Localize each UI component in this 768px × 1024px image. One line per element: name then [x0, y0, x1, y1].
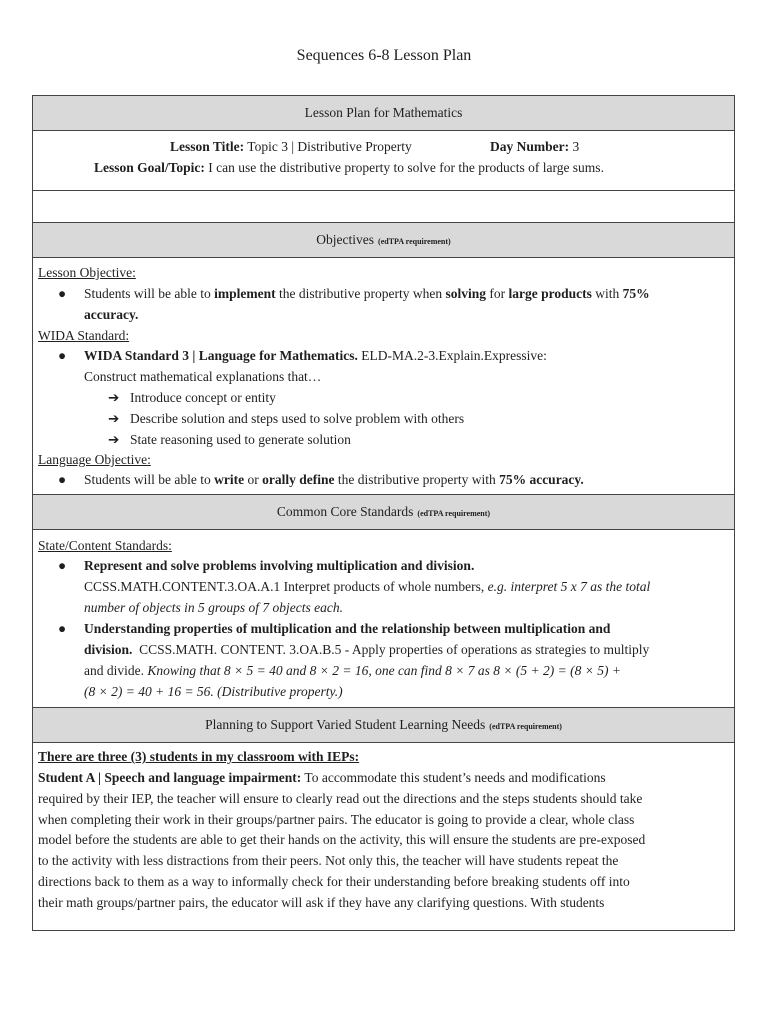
header-title: Lesson Plan for Mathematics: [304, 105, 463, 120]
planning-title: Planning to Support Varied Student Learning Needs: [205, 717, 486, 732]
day-number-value: 3: [572, 139, 580, 154]
arrow-icon: ➔: [108, 411, 120, 426]
bullet-icon: ●: [58, 472, 67, 487]
planning-body: [33, 743, 734, 930]
arrow-icon: ➔: [108, 390, 120, 405]
page-title: Sequences 6-8 Lesson Plan: [296, 47, 472, 64]
objectives-body: [33, 258, 734, 495]
objectives-header: [33, 223, 734, 258]
ccss-tag: (edTPA requirement): [417, 509, 491, 518]
language-objective-label: Language Objective:: [38, 452, 151, 467]
planning-line: required by their IEP, the teacher will ensure to clearly read out the directions and the steps students should take: [38, 791, 643, 806]
wida-item: Introduce concept or entity: [130, 390, 276, 405]
student-a-line: Student A | Speech and language impairment: To accommodate this student’s needs and modifications: [38, 770, 606, 785]
objectives-tag: (edTPA requirement): [378, 237, 451, 246]
ccss-b2-title: Understanding properties of multiplication and the relationship between multiplication and: [84, 621, 611, 636]
lesson-objective-label: Lesson Objective:: [38, 265, 136, 280]
planning-tag: (edTPA requirement): [489, 722, 562, 731]
bullet-icon: ●: [58, 348, 67, 363]
lesson-objective-cont: accuracy.: [84, 307, 139, 322]
state-standards-label: State/Content Standards:: [38, 538, 172, 553]
planning-line: their math groups/partner pairs, the educator will ask if they have any clarifying questions. With students: [38, 895, 605, 910]
lesson-goal-line: [94, 160, 604, 176]
ccss-title: Common Core Standards: [276, 504, 414, 519]
iep-line: There are three (3) students in my classroom with IEPs:: [38, 749, 360, 764]
wida-standard-text: WIDA Standard 3 | Language for Mathematics. ELD-MA.2-3.Explain.Expressive:: [84, 348, 547, 363]
lesson-title-label: Lesson Title:: [170, 139, 245, 154]
wida-item: State reasoning used to generate solution: [130, 432, 351, 447]
arrow-icon: ➔: [108, 432, 120, 447]
bullet-icon: ●: [58, 558, 67, 573]
table-header: [33, 96, 734, 131]
day-number-line: [490, 139, 579, 155]
lesson-goal-label: Lesson Goal/Topic:: [94, 160, 205, 175]
lesson-plan-table: [32, 95, 735, 931]
lesson-info: [33, 131, 734, 191]
planning-line: directions back to them as a way to informally check for their understanding before breaking students off into: [38, 874, 630, 889]
ccss-header: [33, 495, 734, 530]
blank-row: [33, 191, 734, 223]
planning-line: to the activity with less distractions from their peers. Not only this, the teacher will have students repeat the: [38, 853, 619, 868]
wida-item: Describe solution and steps used to solve problem with others: [130, 411, 465, 426]
planning-line: when completing their work in their groups/partner pairs. The educator is going to provide a clear, whole class: [38, 812, 635, 827]
ccss-b2-line3: and divide. Knowing that 8 × 5 = 40 and 8 × 2 = 16, one can find 8 × 7 as 8 × (5 + 2) = (8 × 5) +: [84, 663, 621, 678]
ccss-b2-line4: (8 × 2) = 40 + 16 = 56. (Distributive property.): [84, 684, 343, 699]
bullet-icon: ●: [58, 621, 67, 636]
day-number-label: Day Number:: [490, 139, 570, 154]
planning-line: model before the students are able to get their hands on the activity, this will ensure the students are pre-exposed: [38, 832, 646, 847]
bullet-icon: ●: [58, 286, 67, 301]
lesson-objective-text: Students will be able to implement the distributive property when solving for large products with 75%: [84, 286, 650, 301]
objectives-title: Objectives: [316, 232, 375, 247]
ccss-body: [33, 530, 734, 708]
language-objective-text: Students will be able to write or orally define the distributive property with 75% accuracy.: [84, 472, 584, 487]
planning-header: [33, 708, 734, 743]
wida-line2: Construct mathematical explanations that…: [84, 369, 322, 384]
lesson-goal-value: I can use the distributive property to solve for the products of large sums.: [208, 160, 604, 175]
lesson-title-line: [170, 139, 412, 155]
ccss-b1-line3: number of objects in 5 groups of 7 objects each.: [84, 600, 343, 615]
ccss-b2-line2: division. CCSS.MATH. CONTENT. 3.OA.B.5 - Apply properties of operations as strategies to multiply: [84, 642, 650, 657]
ccss-b1-line2: CCSS.MATH.CONTENT.3.OA.A.1 Interpret products of whole numbers, e.g. interpret 5 x 7 as the total: [84, 579, 651, 594]
lesson-title-value: Topic 3 | Distributive Property: [247, 139, 412, 154]
wida-label: WIDA Standard:: [38, 328, 130, 343]
ccss-b1-title: Represent and solve problems involving multiplication and division.: [84, 558, 475, 573]
